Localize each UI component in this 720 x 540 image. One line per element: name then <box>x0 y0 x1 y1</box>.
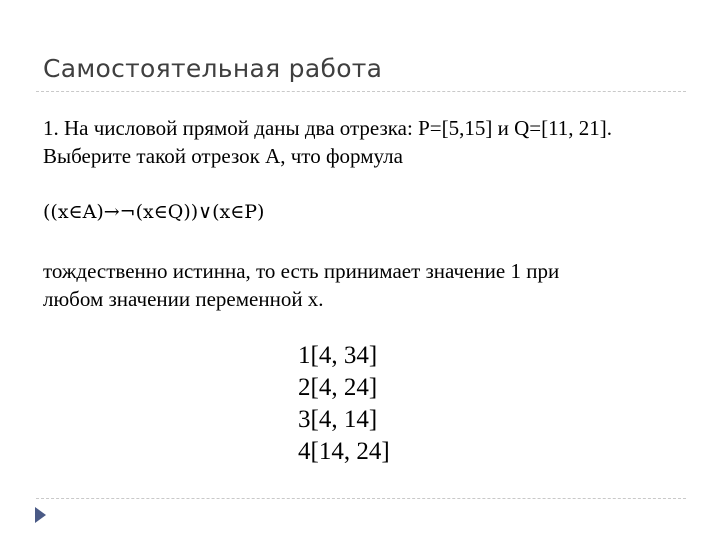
answer-option-1: 1[4, 34] <box>298 342 378 369</box>
conclusion-text <box>43 257 559 313</box>
conclusion-line-1: тождественно истинна, то есть принимает значение 1 при <box>43 259 560 283</box>
formula: ((x∈A)→¬(x∈Q))∨(x∈P) <box>43 201 265 223</box>
conclusion-line-2: любом значении переменной х. <box>43 287 324 311</box>
triangle-right-icon[interactable] <box>35 507 46 523</box>
answer-option-2: 2[4, 24] <box>298 374 378 401</box>
title-divider <box>36 91 686 92</box>
task-line-1: 1. На числовой прямой даны два отрезка: P=[5,15] и Q=[11, 21]. <box>43 116 613 140</box>
answer-options <box>298 340 390 468</box>
task-text <box>43 114 612 170</box>
answer-option-3: 3[4, 14] <box>298 406 378 433</box>
answer-option-4: 4[14, 24] <box>298 438 390 465</box>
footer-divider <box>36 498 686 499</box>
task-line-2: Выберите такой отрезок А, что формула <box>43 144 403 168</box>
slide-title: Самостоятельная работа <box>43 54 383 83</box>
